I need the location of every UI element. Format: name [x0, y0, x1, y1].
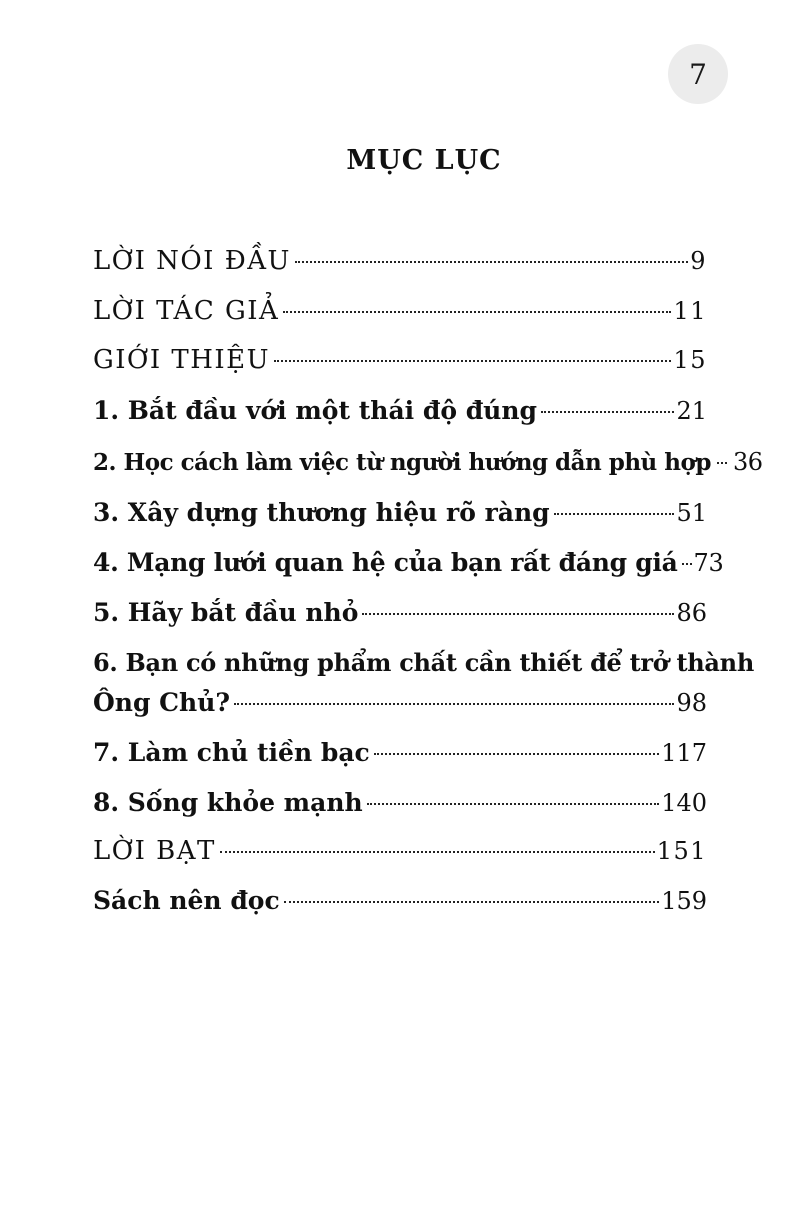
- dot-leader: [295, 261, 688, 263]
- toc-entry-label: 4. Mạng lưới quan hệ của bạn rất đáng giá: [93, 548, 678, 577]
- toc-entry-label: Sách nên đọc: [93, 886, 280, 915]
- toc-entry-page: 15: [673, 346, 707, 374]
- toc-entry-chapter-7[interactable]: [93, 738, 707, 767]
- toc-entry-page: 73: [693, 549, 724, 577]
- dot-leader: [284, 901, 659, 903]
- toc-entry-chapter-2[interactable]: [93, 448, 763, 476]
- toc-entry-label: GIỚI THIỆU: [93, 345, 271, 375]
- toc-entry-label: 1. Bắt đầu với một thái độ đúng: [93, 396, 538, 425]
- toc-entry-label: LỜI NÓI ĐẦU: [93, 246, 291, 276]
- dot-leader: [274, 360, 671, 362]
- toc-entry-gioi-thieu[interactable]: [93, 345, 707, 375]
- toc-entry-label: 7. Làm chủ tiền bạc: [93, 738, 370, 767]
- toc-entry-page: 98: [676, 689, 707, 717]
- toc-entry-loi-noi-dau[interactable]: [93, 246, 707, 276]
- dot-leader: [283, 311, 671, 313]
- dot-leader: [682, 563, 692, 565]
- toc-entry-page: 36: [732, 448, 763, 476]
- toc-entry-loi-tac-gia[interactable]: [93, 296, 707, 326]
- toc-entry-chapter-5[interactable]: [93, 598, 707, 627]
- toc-entry-sach-nen-doc[interactable]: [93, 886, 707, 915]
- toc-entry-page: 117: [661, 739, 707, 767]
- toc-entry-loi-bat[interactable]: [93, 836, 707, 866]
- dot-leader: [234, 703, 674, 705]
- toc-entry-page: 11: [673, 297, 707, 325]
- toc-entry-chapter-4[interactable]: [93, 548, 724, 577]
- dot-leader: [554, 513, 675, 515]
- toc-entry-chapter-1[interactable]: [93, 396, 707, 425]
- dot-leader: [362, 613, 674, 615]
- toc-entry-label: LỜI TÁC GIẢ: [93, 296, 280, 326]
- toc-entry-label: 2. Học cách làm việc từ người hướng dẫn phù hợp: [93, 449, 711, 476]
- toc-entry-page: 151: [656, 837, 707, 865]
- toc-entry-chapter-6-line1[interactable]: 6. Bạn có những phẩm chất cần thiết để trở thành: [93, 648, 754, 677]
- toc-entry-page: 86: [676, 599, 707, 627]
- toc-entry-chapter-3[interactable]: [93, 498, 707, 527]
- dot-leader: [367, 803, 660, 805]
- dot-leader: [220, 851, 655, 853]
- toc-title: MỤC LỤC: [346, 145, 502, 176]
- toc-entry-chapter-6[interactable]: [93, 688, 707, 717]
- toc-entry-page: 159: [661, 887, 707, 915]
- toc-entry-page: 9: [690, 247, 707, 275]
- toc-entry-label: 8. Sống khỏe mạnh: [93, 788, 363, 817]
- dot-leader: [717, 462, 727, 464]
- toc-entry-label: 3. Xây dựng thương hiệu rõ ràng: [93, 498, 550, 527]
- toc-entry-label: Ông Chủ?: [93, 688, 231, 717]
- toc-entry-page: 51: [676, 499, 707, 527]
- toc-entry-chapter-8[interactable]: [93, 788, 707, 817]
- dot-leader: [374, 753, 659, 755]
- toc-entry-page: 21: [676, 397, 707, 425]
- dot-leader: [541, 411, 674, 413]
- page-number: 7: [668, 44, 728, 104]
- toc-entry-page: 140: [661, 789, 707, 817]
- toc-entry-label: 5. Hãy bắt đầu nhỏ: [93, 598, 359, 627]
- toc-entry-label: LỜI BẠT: [93, 836, 216, 866]
